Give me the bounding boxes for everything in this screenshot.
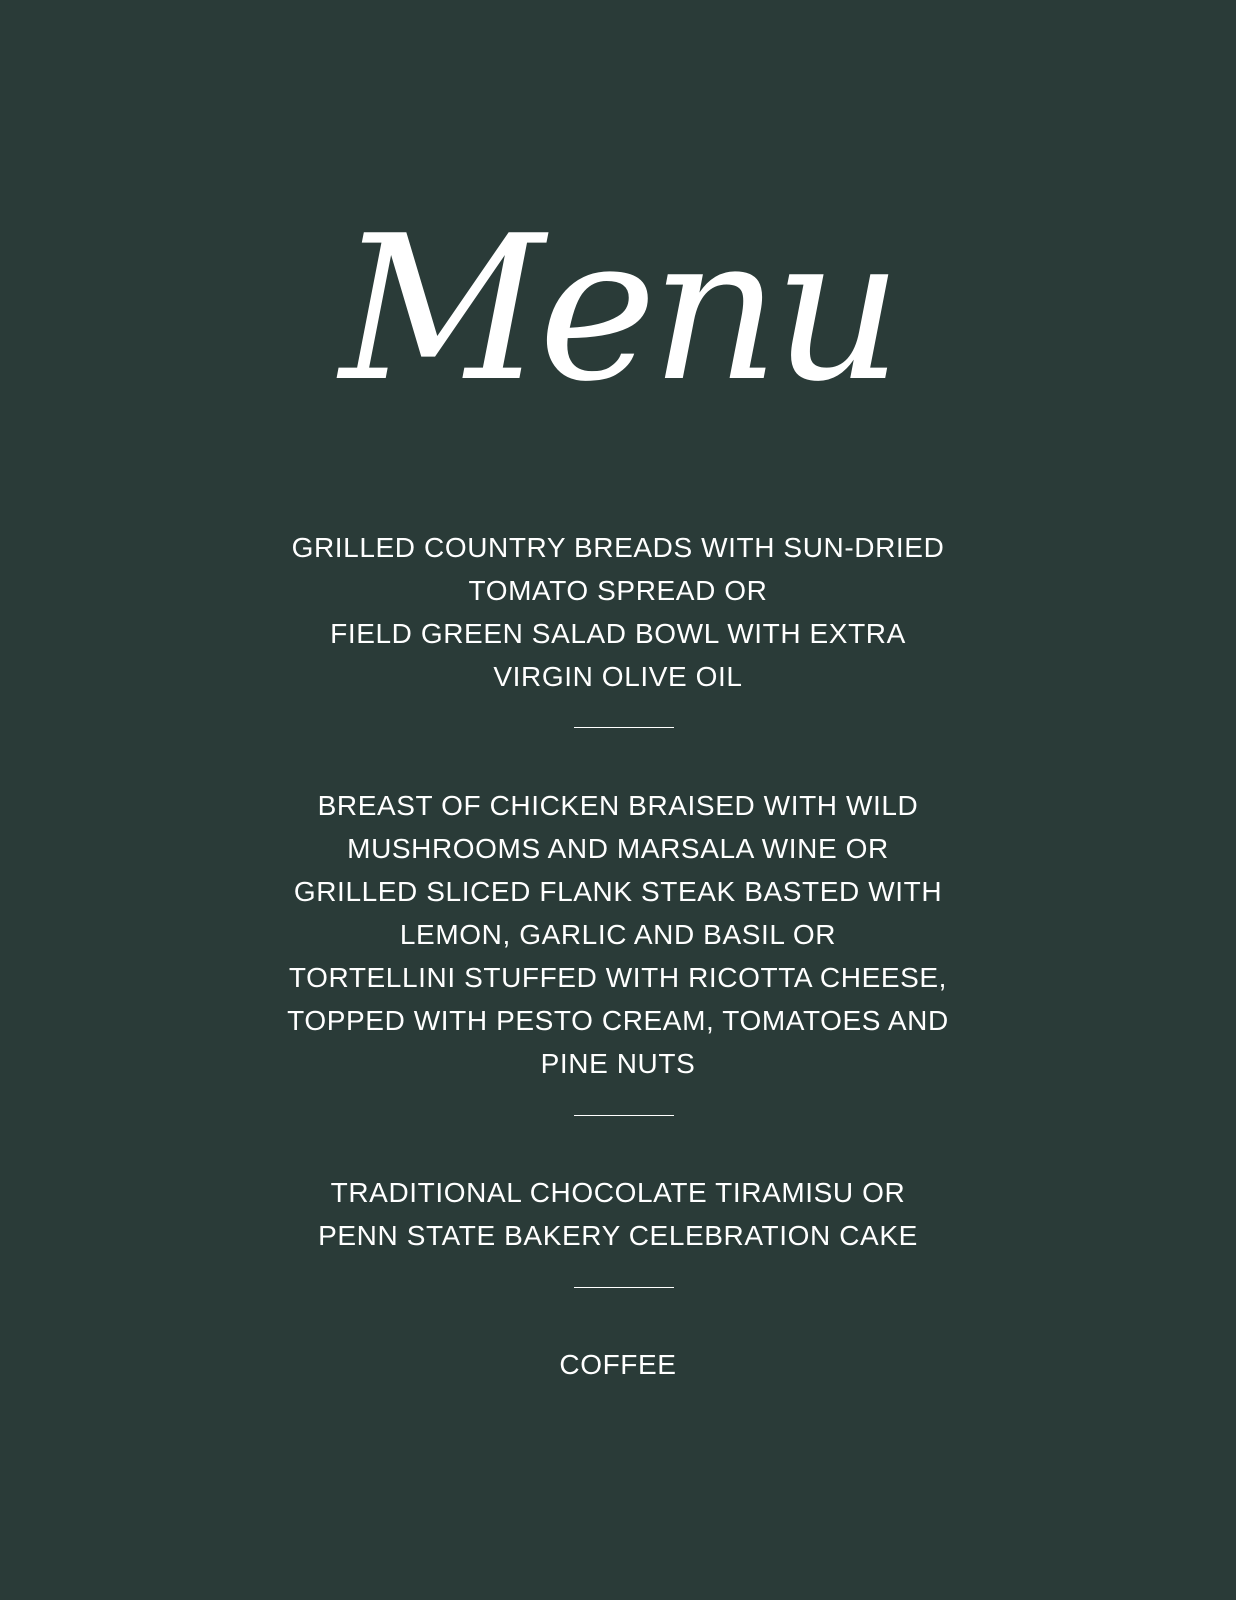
menu-title-text: Menu xyxy=(339,193,897,426)
divider xyxy=(574,1287,674,1288)
course-line: PENN STATE BAKERY CELEBRATION CAKE xyxy=(318,1220,918,1251)
course-line: LEMON, GARLIC AND BASIL OR xyxy=(399,919,837,950)
menu-title-wrap xyxy=(0,193,1236,438)
course-line: GRILLED COUNTRY BREADS WITH SUN-DRIED xyxy=(291,532,945,563)
course-line: PINE NUTS xyxy=(540,1048,696,1079)
course-line: GRILLED SLICED FLANK STEAK BASTED WITH xyxy=(293,876,943,907)
course-line: TOPPED WITH PESTO CREAM, TOMATOES AND xyxy=(287,1005,949,1036)
course-desserts xyxy=(0,1171,1236,1257)
course-mains xyxy=(0,784,1236,1085)
course-line: FIELD GREEN SALAD BOWL WITH EXTRA xyxy=(330,618,906,649)
menu-title xyxy=(339,193,897,438)
divider xyxy=(574,727,674,728)
divider xyxy=(574,1115,674,1116)
course-starters xyxy=(0,526,1236,698)
course-coffee xyxy=(0,1343,1236,1386)
course-line: BREAST OF CHICKEN BRAISED WITH WILD xyxy=(317,790,919,821)
course-line: TOMATO SPREAD OR xyxy=(468,575,768,606)
course-line: MUSHROOMS AND MARSALA WINE OR xyxy=(347,833,889,864)
course-line: COFFEE xyxy=(559,1349,677,1380)
course-line: TORTELLINI STUFFED WITH RICOTTA CHEESE, xyxy=(288,962,948,993)
course-line: TRADITIONAL CHOCOLATE TIRAMISU OR xyxy=(330,1177,906,1208)
course-line: VIRGIN OLIVE OIL xyxy=(493,661,743,692)
